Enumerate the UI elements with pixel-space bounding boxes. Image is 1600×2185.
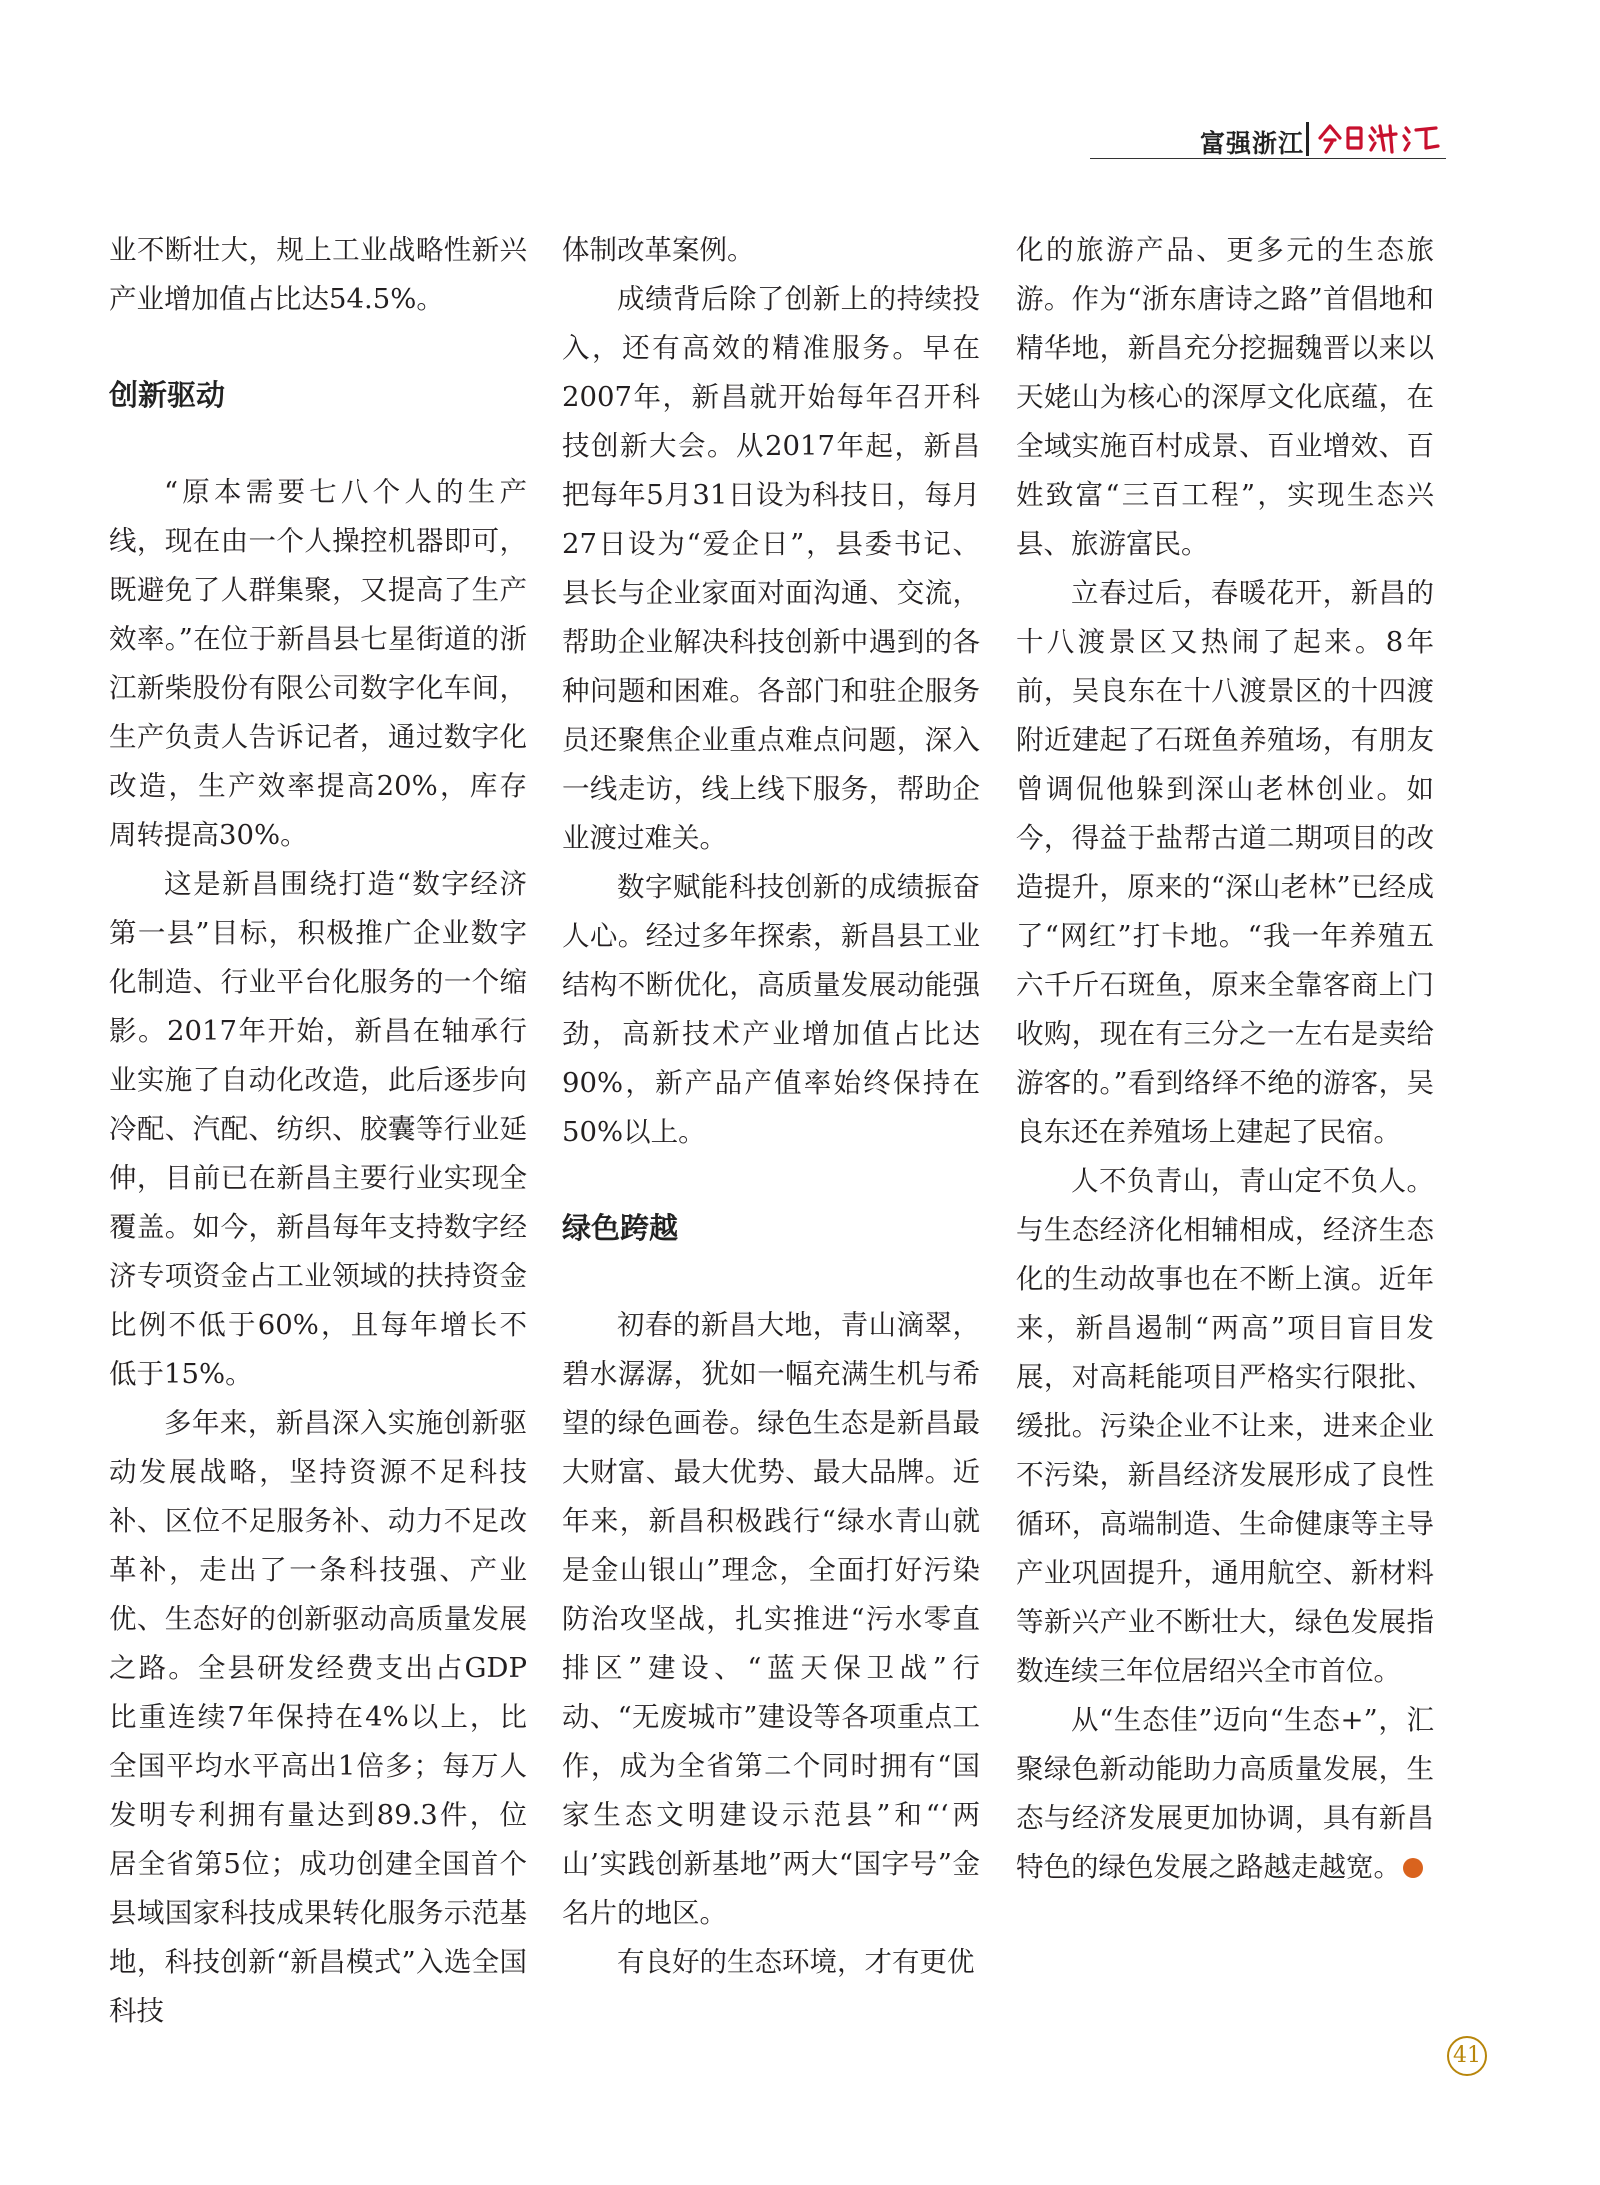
paragraph: 初春的新昌大地，青山滴翠，碧水潺潺，犹如一幅充满生机与希望的绿色画卷。绿色生态是新昌最大财富、最大优势、最大品牌。近年来，新昌积极践行“绿水青山就是金山银山”理念，全面打好污染防治攻坚战，扎实推进“污水零直排区”建设、“蓝天保卫战”行动、“无废城市”建设等各项重点工作，成为全省第二个同时拥有“国家生态文明建设示范县”和“‘两山’实践创新基地”两大“国字号”金名片的地区。 xyxy=(562,1309,980,1929)
paragraph: 体制改革案例。 xyxy=(562,234,755,266)
article-column-3 xyxy=(1016,226,1434,1892)
end-mark-icon xyxy=(1403,1858,1423,1878)
paragraph: 多年来，新昌深入实施创新驱动发展战略，坚持资源不足科技补、区位不足服务补、动力不足改革补，走出了一条科技强、产业优、生态好的创新驱动高质量发展之路。全县研发经费支出占GDP比重连续7年保持在4%以上，比全国平均水平高出1倍多；每万人发明专利拥有量达到89.3件，位居全省第5位；成功创建全国首个县域国家科技成果转化服务示范基地，科技创新“新昌模式”入选全国科技 xyxy=(109,1407,527,2027)
paragraph: 成绩背后除了创新上的持续投入，还有高效的精准服务。早在2007年，新昌就开始每年召开科技创新大会。从2017年起，新昌把每年5月31日设为科技日，每月27日设为“爱企日”，县委书记、县长与企业家面对面沟通、交流，帮助企业解决科技创新中遇到的各种问题和困难。各部门和驻企服务员还聚焦企业重点难点问题，深入一线走访，线上线下服务，帮助企业渡过难关。 xyxy=(562,283,980,854)
article-column-1 xyxy=(109,226,527,2036)
paragraph: 业不断壮大，规上工业战略性新兴产业增加值占比达54.5%。 xyxy=(109,234,527,315)
paragraph: 这是新昌围绕打造“数字经济第一县”目标，积极推广企业数字化制造、行业平台化服务的一个缩影。2017年开始，新昌在轴承行业实施了自动化改造，此后逐步向冷配、汽配、纺织、胶囊等行业延伸，目前已在新昌主要行业实现全覆盖。如今，新昌每年支持数字经济专项资金占工业领域的扶持资金比例不低于60%，且每年增长不低于15%。 xyxy=(109,868,527,1390)
section-heading-green: 绿色跨越 xyxy=(562,1211,679,1245)
paragraph: “原本需要七八个人的生产线，现在由一个人操控机器即可，既避免了人群集聚，又提高了生产效率。”在位于新昌县七星街道的浙江新柴股份有限公司数字化车间，生产负责人告诉记者，通过数字化改造，生产效率提高20%，库存周转提高30%。 xyxy=(109,476,527,851)
page-header xyxy=(1090,118,1446,159)
header-separator xyxy=(1306,122,1309,156)
paragraph: 有良好的生态环境，才有更优 xyxy=(617,1946,975,1978)
section-name: 富强浙江 xyxy=(1200,129,1305,158)
section-heading-innovation: 创新驱动 xyxy=(109,378,226,412)
paragraph: 数字赋能科技创新的成绩振奋人心。经过多年探索，新昌县工业结构不断优化，高质量发展动能强劲，高新技术产业增加值占比达90%，新产品产值率始终保持在50%以上。 xyxy=(562,871,980,1148)
paragraph: 人不负青山，青山定不负人。与生态经济化相辅相成，经济生态化的生动故事也在不断上演。近年来，新昌遏制“两高”项目盲目发展，对高耗能项目严格实行限批、缓批。污染企业不让来，进来企业不污染，新昌经济发展形成了良性循环，高端制造、生命健康等主导产业巩固提升，通用航空、新材料等新兴产业不断壮大，绿色发展指数连续三年位居绍兴全市首位。 xyxy=(1016,1165,1434,1687)
paragraph: 化的旅游产品、更多元的生态旅游。作为“浙东唐诗之路”首倡地和精华地，新昌充分挖掘魏晋以来以天姥山为核心的深厚文化底蕴，在全域实施百村成景、百业增效、百姓致富“三百工程”，实现生态兴县、旅游富民。 xyxy=(1016,234,1434,560)
paragraph-final xyxy=(1016,1696,1434,1892)
brand-logo-icon xyxy=(1314,116,1444,156)
page-number: 41 xyxy=(1447,2036,1487,2076)
article-column-2 xyxy=(562,226,980,1987)
paragraph-text: 从“生态佳”迈向“生态+”，汇聚绿色新动能助力高质量发展，生态与经济发展更加协调，具有新昌特色的绿色发展之路越走越宽。 xyxy=(1016,1704,1434,1883)
paragraph: 立春过后，春暖花开，新昌的十八渡景区又热闹了起来。8年前，吴良东在十八渡景区的十四渡附近建起了石斑鱼养殖场，有朋友曾调侃他躲到深山老林创业。如今，得益于盐帮古道二期项目的改造提升，原来的“深山老林”已经成了“网红”打卡地。“我一年养殖五六千斤石斑鱼，原来全靠客商上门收购，现在有三分之一左右是卖给游客的。”看到络绎不绝的游客，吴良东还在养殖场上建起了民宿。 xyxy=(1016,577,1434,1148)
